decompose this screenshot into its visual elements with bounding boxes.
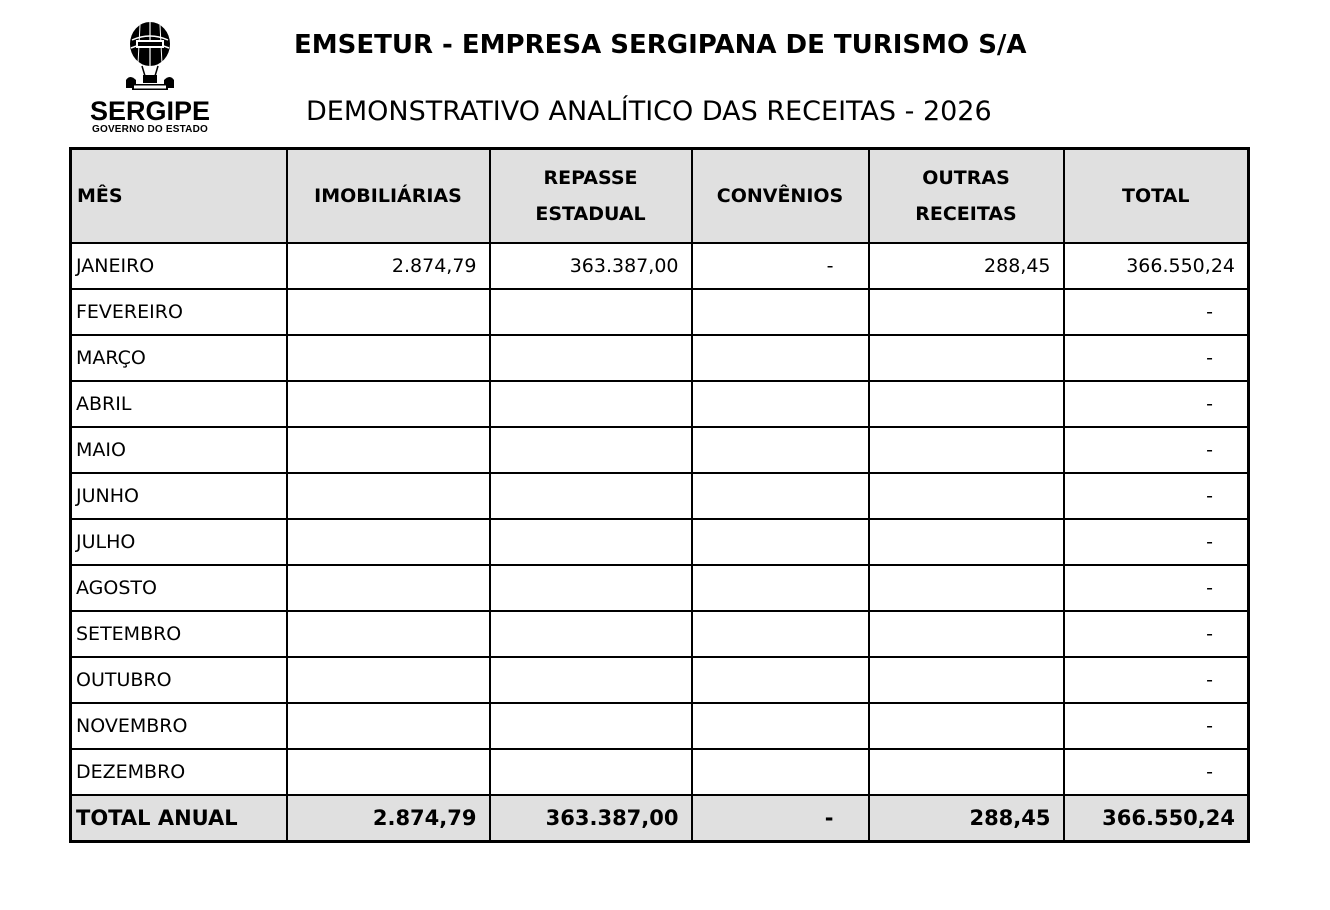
cell-convenios xyxy=(692,565,869,611)
cell-imobiliarias xyxy=(287,381,490,427)
cell-mes: OUTUBRO xyxy=(71,657,287,703)
table-row xyxy=(71,565,1249,611)
cell-repasse xyxy=(490,473,692,519)
header-imobiliarias: IMOBILIÁRIAS xyxy=(287,149,490,244)
cell-total: - xyxy=(1064,611,1249,657)
header-total: TOTAL xyxy=(1064,149,1249,244)
cell-total: - xyxy=(1064,657,1249,703)
cell-convenios xyxy=(692,657,869,703)
cell-outras xyxy=(869,427,1064,473)
cell-imobiliarias xyxy=(287,703,490,749)
table-row xyxy=(71,381,1249,427)
cell-total: - xyxy=(1064,381,1249,427)
cell-outras xyxy=(869,473,1064,519)
cell-imobiliarias xyxy=(287,427,490,473)
table-row xyxy=(71,657,1249,703)
header-outras-receitas: OUTRAS RECEITAS xyxy=(869,149,1064,244)
cell-mes: DEZEMBRO xyxy=(71,749,287,795)
header-repasse-estadual: REPASSE ESTADUAL xyxy=(490,149,692,244)
cell-total: - xyxy=(1064,473,1249,519)
cell-mes: JANEIRO xyxy=(71,243,287,289)
cell-mes: JULHO xyxy=(71,519,287,565)
cell-convenios xyxy=(692,473,869,519)
cell-repasse xyxy=(490,657,692,703)
logo-subtitle-text: GOVERNO DO ESTADO xyxy=(91,124,208,135)
cell-repasse xyxy=(490,565,692,611)
cell-outras xyxy=(869,703,1064,749)
footer-total: 366.550,24 xyxy=(1064,795,1249,842)
cell-repasse xyxy=(490,749,692,795)
table-row xyxy=(71,473,1249,519)
cell-convenios xyxy=(692,519,869,565)
cell-outras: 288,45 xyxy=(869,243,1064,289)
cell-imobiliarias xyxy=(287,565,490,611)
cell-outras xyxy=(869,335,1064,381)
cell-mes: MARÇO xyxy=(71,335,287,381)
table-row xyxy=(71,289,1249,335)
cell-total: - xyxy=(1064,289,1249,335)
page-subtitle: DEMONSTRATIVO ANALÍTICO DAS RECEITAS - 2026 xyxy=(306,96,992,127)
cell-total: - xyxy=(1064,427,1249,473)
cell-repasse xyxy=(490,289,692,335)
header-convenios: CONVÊNIOS xyxy=(692,149,869,244)
table-row xyxy=(71,427,1249,473)
cell-imobiliarias xyxy=(287,519,490,565)
cell-convenios xyxy=(692,381,869,427)
table-row xyxy=(71,611,1249,657)
cell-mes: NOVEMBRO xyxy=(71,703,287,749)
table-row xyxy=(71,703,1249,749)
cell-repasse xyxy=(490,335,692,381)
cell-repasse xyxy=(490,519,692,565)
cell-mes: ABRIL xyxy=(71,381,287,427)
table-row xyxy=(71,749,1249,795)
page-title: EMSETUR - EMPRESA SERGIPANA DE TURISMO S/A xyxy=(294,30,1027,60)
cell-outras xyxy=(869,519,1064,565)
cell-imobiliarias xyxy=(287,657,490,703)
cell-total: - xyxy=(1064,749,1249,795)
cell-imobiliarias xyxy=(287,473,490,519)
cell-convenios xyxy=(692,427,869,473)
cell-mes: JUNHO xyxy=(71,473,287,519)
sergipe-logo xyxy=(86,18,214,134)
cell-total: - xyxy=(1064,335,1249,381)
cell-convenios xyxy=(692,289,869,335)
table-header-row xyxy=(71,149,1249,244)
footer-convenios: - xyxy=(692,795,869,842)
cell-total: - xyxy=(1064,565,1249,611)
header-mes: MÊS xyxy=(71,149,287,244)
cell-outras xyxy=(869,611,1064,657)
cell-outras xyxy=(869,565,1064,611)
cell-total: 366.550,24 xyxy=(1064,243,1249,289)
cell-outras xyxy=(869,381,1064,427)
cell-total: - xyxy=(1064,703,1249,749)
cell-outras xyxy=(869,749,1064,795)
cell-mes: SETEMBRO xyxy=(71,611,287,657)
cell-imobiliarias xyxy=(287,289,490,335)
revenue-table xyxy=(69,147,1250,843)
cell-mes: MAIO xyxy=(71,427,287,473)
cell-repasse xyxy=(490,611,692,657)
cell-convenios: - xyxy=(692,243,869,289)
table-row xyxy=(71,243,1249,289)
cell-repasse xyxy=(490,703,692,749)
cell-mes: AGOSTO xyxy=(71,565,287,611)
cell-repasse: 363.387,00 xyxy=(490,243,692,289)
logo-brand-text: SERGIPE xyxy=(89,96,211,126)
cell-mes: FEVEREIRO xyxy=(71,289,287,335)
footer-mes: TOTAL ANUAL xyxy=(71,795,287,842)
cell-imobiliarias xyxy=(287,749,490,795)
cell-imobiliarias: 2.874,79 xyxy=(287,243,490,289)
cell-imobiliarias xyxy=(287,335,490,381)
footer-outras: 288,45 xyxy=(869,795,1064,842)
cell-convenios xyxy=(692,611,869,657)
table-row xyxy=(71,335,1249,381)
cell-repasse xyxy=(490,427,692,473)
cell-convenios xyxy=(692,335,869,381)
footer-imobiliarias: 2.874,79 xyxy=(287,795,490,842)
coat-of-arms-icon xyxy=(122,18,178,94)
cell-repasse xyxy=(490,381,692,427)
cell-imobiliarias xyxy=(287,611,490,657)
footer-repasse: 363.387,00 xyxy=(490,795,692,842)
table-row xyxy=(71,519,1249,565)
cell-outras xyxy=(869,289,1064,335)
cell-convenios xyxy=(692,749,869,795)
cell-outras xyxy=(869,657,1064,703)
total-anual-row xyxy=(71,795,1249,842)
cell-total: - xyxy=(1064,519,1249,565)
cell-convenios xyxy=(692,703,869,749)
